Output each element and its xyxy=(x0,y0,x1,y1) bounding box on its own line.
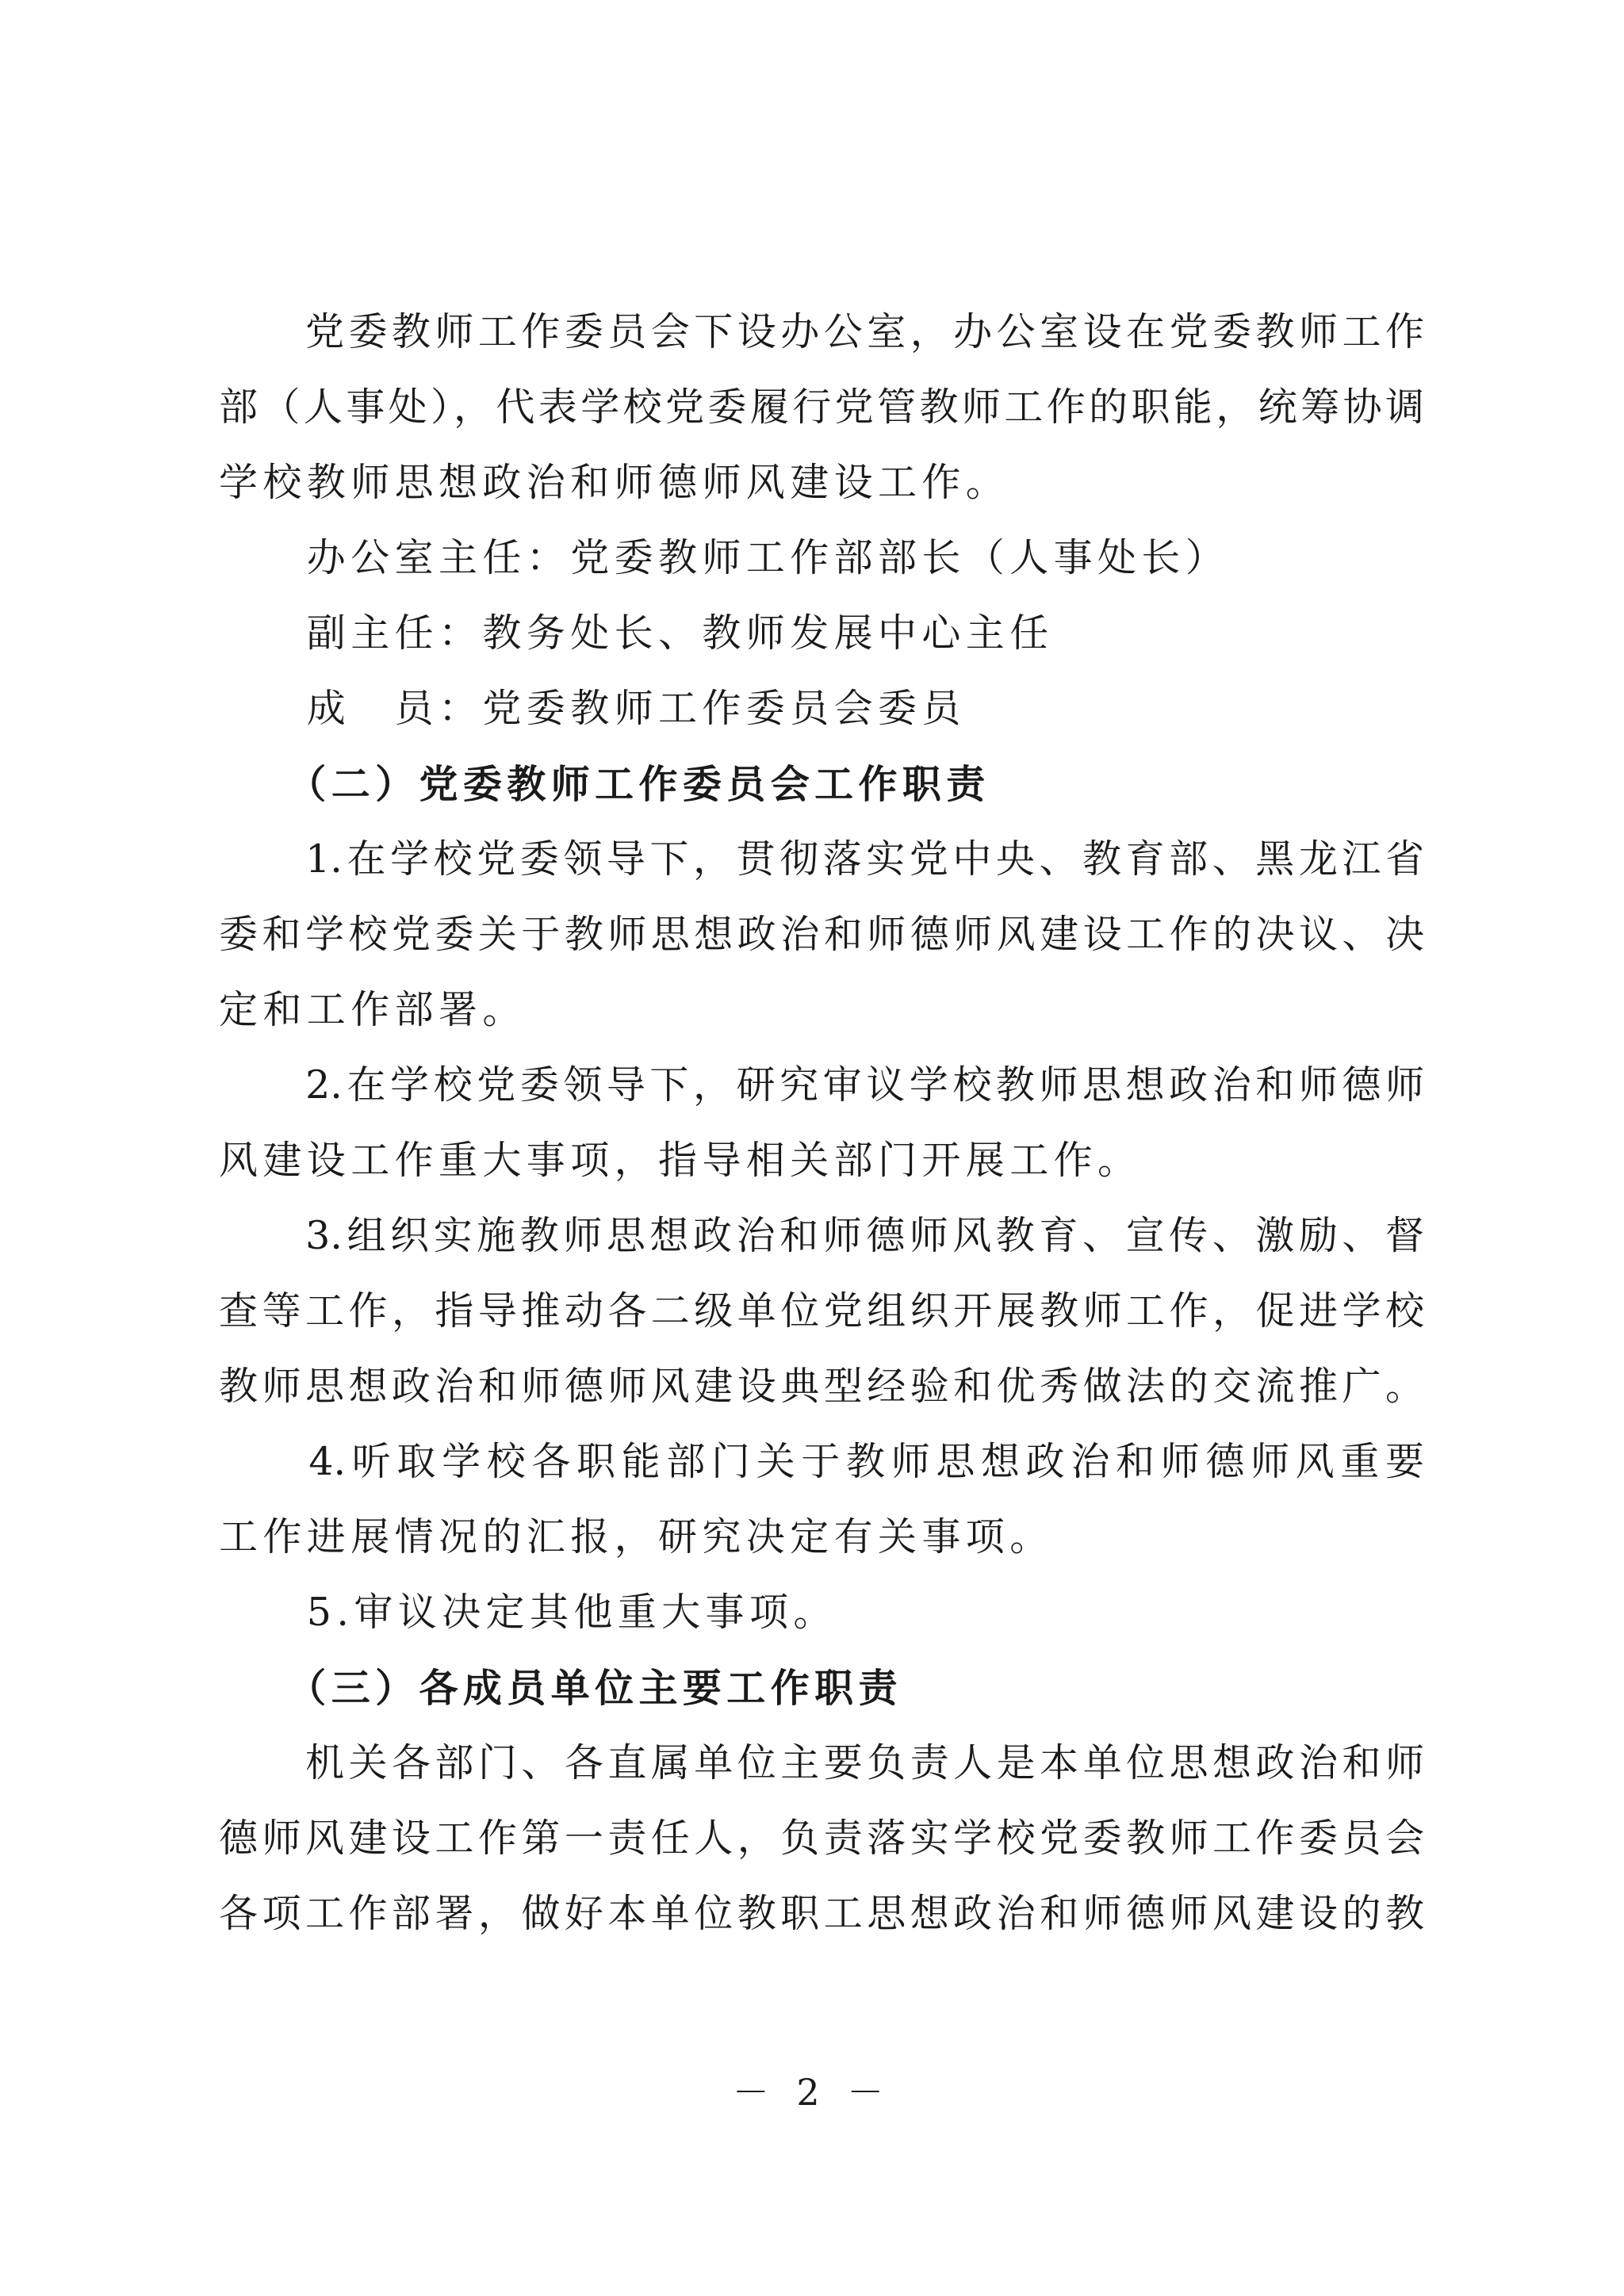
item-3-line-1: 3.组织实施教师思想政治和师德师风教育、宣传、激励、督 xyxy=(219,1213,1424,1258)
paragraph-units-line-2: 德师风建设工作第一责任人，负责落实学校党委教师工作委员会 xyxy=(219,1816,1424,1861)
item-4-line-2: 工作进展情况的汇报，研究决定有关事项。 xyxy=(219,1514,1054,1559)
item-3-line-3: 教师思想政治和师德师风建设典型经验和优秀做法的交流推广。 xyxy=(219,1364,1424,1409)
item-3-line-2: 查等工作，指导推动各二级单位党组织开展教师工作，促进学校 xyxy=(219,1288,1424,1334)
item-1-line-3: 定和工作部署。 xyxy=(219,987,527,1032)
paragraph-units-line-3: 各项工作部署，做好本单位教职工思想政治和师德师风建设的教 xyxy=(219,1891,1424,1936)
item-2-line-2: 风建设工作重大事项，指导相关部门开展工作。 xyxy=(219,1138,1142,1183)
deputy-director-line: 副主任：教务处长、教师发展中心主任 xyxy=(219,610,1054,656)
item-1-line-2: 委和学校党委关于教师思想政治和师德师风建设工作的决议、决 xyxy=(219,912,1424,957)
item-5-line: 5.审议决定其他重大事项。 xyxy=(219,1590,837,1635)
paragraph-office-line-2: 部（人事处），代表学校党委履行党管教师工作的职能，统筹协调 xyxy=(219,385,1424,430)
item-4-line-1: 4.听取学校各职能部门关于教师思想政治和师德师风重要 xyxy=(219,1439,1424,1484)
section-heading-2: （二）党委教师工作委员会工作职责 xyxy=(219,761,990,807)
section-heading-3: （三）各成员单位主要工作职责 xyxy=(219,1665,902,1711)
paragraph-office-line-1: 党委教师工作委员会下设办公室，办公室设在党委教师工作 xyxy=(219,309,1424,354)
office-director-line: 办公室主任：党委教师工作部部长（人事处长） xyxy=(219,535,1230,580)
item-1-line-1: 1.在学校党委领导下，贯彻落实党中央、教育部、黑龙江省 xyxy=(219,836,1424,882)
paragraph-office-line-3: 学校教师思想政治和师德师风建设工作。 xyxy=(219,460,1010,505)
paragraph-units-line-1: 机关各部门、各直属单位主要负责人是本单位思想政治和师 xyxy=(219,1740,1424,1785)
page-number: － 2 － xyxy=(732,2071,892,2114)
item-2-line-1: 2.在学校党委领导下，研究审议学校教师思想政治和师德师 xyxy=(219,1062,1424,1108)
members-line: 成 员：党委教师工作委员会委员 xyxy=(219,686,966,731)
